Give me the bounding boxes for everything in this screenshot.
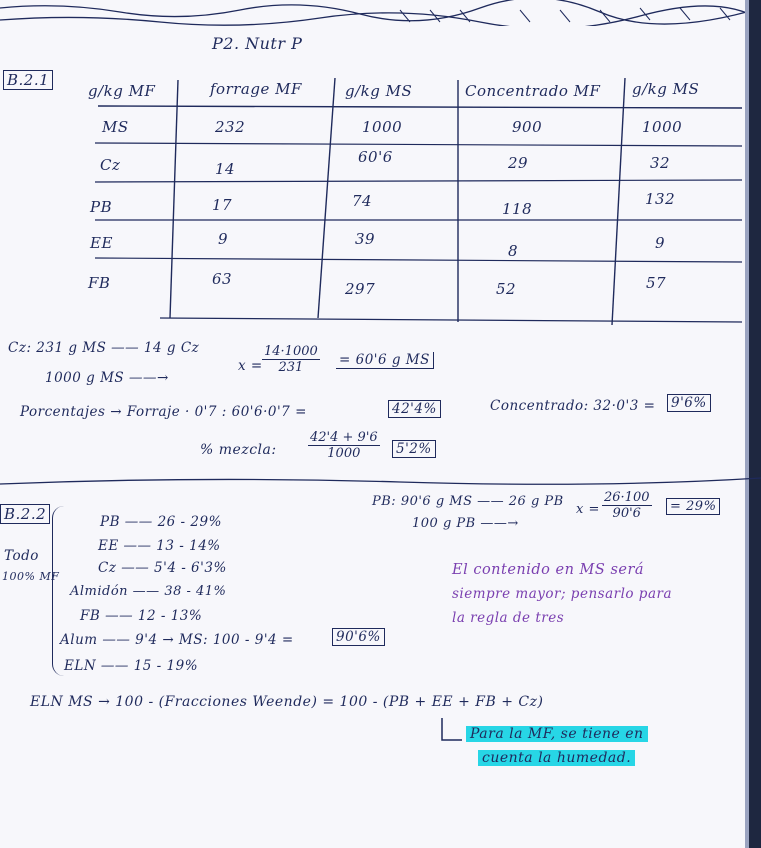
table-header-1: g/kg MF	[88, 82, 156, 100]
table-cell: Cz	[100, 156, 121, 174]
table-header-4: Concentrado MF	[465, 82, 601, 100]
fraction-denominator: 1000	[327, 446, 361, 461]
todo-sub: 100% MF	[2, 570, 60, 583]
calc-x: x =	[238, 358, 263, 374]
pb-calc-x: x =	[576, 502, 600, 517]
note-line: El contenido en MS será	[452, 562, 645, 578]
table-cell: 9	[218, 230, 229, 248]
table-cell: 132	[645, 190, 676, 208]
table-cell: 74	[352, 192, 373, 210]
table-cell: PB	[90, 198, 113, 216]
table-cell: EE	[90, 234, 113, 252]
fraction-denominator: 90'6	[612, 506, 641, 521]
concentrado-line: Concentrado: 32·0'3 =	[490, 398, 656, 414]
calc-result: = 60'6 g MS	[336, 352, 434, 369]
page-title: P2. Nutr P	[212, 34, 303, 53]
pb-calc-fraction	[602, 490, 652, 521]
pb-calc-line: 100 g PB ——→	[412, 516, 519, 531]
mezcla-label: % mezcla:	[200, 442, 277, 458]
fraction-denominator: 231	[278, 360, 304, 375]
table-cell: 9	[655, 234, 666, 252]
section-label-b21: B.2.1	[3, 70, 53, 90]
pb-calc-result: = 29%	[666, 498, 720, 515]
table-header-3: g/kg MS	[345, 82, 413, 100]
list-item: PB —— 26 - 29%	[100, 514, 222, 530]
note-line: la regla de tres	[452, 610, 565, 626]
table-cell: 63	[212, 270, 233, 288]
eln-formula: ELN MS → 100 - (Fracciones Weende) = 100 - (PB + EE + FB + Cz)	[30, 694, 544, 710]
table-cell: 52	[496, 280, 517, 298]
table-cell: MS	[102, 118, 129, 136]
table-cell: 39	[355, 230, 376, 248]
pb-calc-line: PB: 90'6 g MS —— 26 g PB	[372, 494, 564, 509]
list-item: EE —— 13 - 14%	[98, 538, 221, 554]
table-cell: 297	[345, 280, 376, 298]
table-cell: 29	[508, 154, 529, 172]
concentrado-result: 9'6%	[667, 394, 711, 412]
mezcla-result: 5'2%	[392, 440, 436, 458]
list-item: Cz —— 5'4 - 6'3%	[98, 560, 227, 576]
table-header-2: forrage MF	[210, 80, 302, 98]
table-cell: 232	[215, 118, 246, 136]
list-item: Almidón —— 38 - 41%	[70, 584, 227, 599]
table-cell: 1000	[642, 118, 683, 136]
calc-line: 1000 g MS ——→	[45, 370, 169, 386]
todo-label: Todo	[4, 548, 39, 564]
table-cell: FB	[88, 274, 111, 292]
table-cell: 14	[215, 160, 236, 178]
fraction-numerator: 26·100	[604, 490, 650, 505]
note-line: siempre mayor; pensarlo para	[452, 586, 672, 602]
list-item: FB —— 12 - 13%	[80, 608, 203, 624]
table-cell: 57	[646, 274, 667, 292]
table-cell: 8	[508, 242, 519, 260]
calc-line: Cz: 231 g MS —— 14 g Cz	[8, 340, 200, 356]
table-cell: 60'6	[358, 148, 393, 166]
fraction-numerator: 14·1000	[264, 344, 318, 359]
table-cell: 118	[502, 200, 533, 218]
porcentajes-line: Porcentajes → Forraje · 0'7 : 60'6·0'7 =	[20, 404, 307, 420]
fraction-numerator: 42'4 + 9'6	[310, 430, 378, 445]
table-cell: 1000	[362, 118, 403, 136]
highlight-note: cuenta la humedad.	[478, 750, 635, 766]
list-item: Alum —— 9'4 → MS: 100 - 9'4 =	[60, 632, 294, 648]
alum-result: 90'6%	[332, 628, 385, 646]
table-cell: 900	[512, 118, 543, 136]
arrow-corner-icon	[436, 716, 466, 746]
section-label-b22: B.2.2	[0, 504, 50, 524]
table-cell: 32	[650, 154, 671, 172]
highlight-note: Para la MF, se tiene en	[466, 726, 648, 742]
list-item: ELN —— 15 - 19%	[64, 658, 199, 674]
table-cell: 17	[212, 196, 233, 214]
forraje-result: 42'4%	[388, 400, 441, 418]
list-brace	[52, 506, 67, 676]
table-header-5: g/kg MS	[632, 80, 700, 98]
